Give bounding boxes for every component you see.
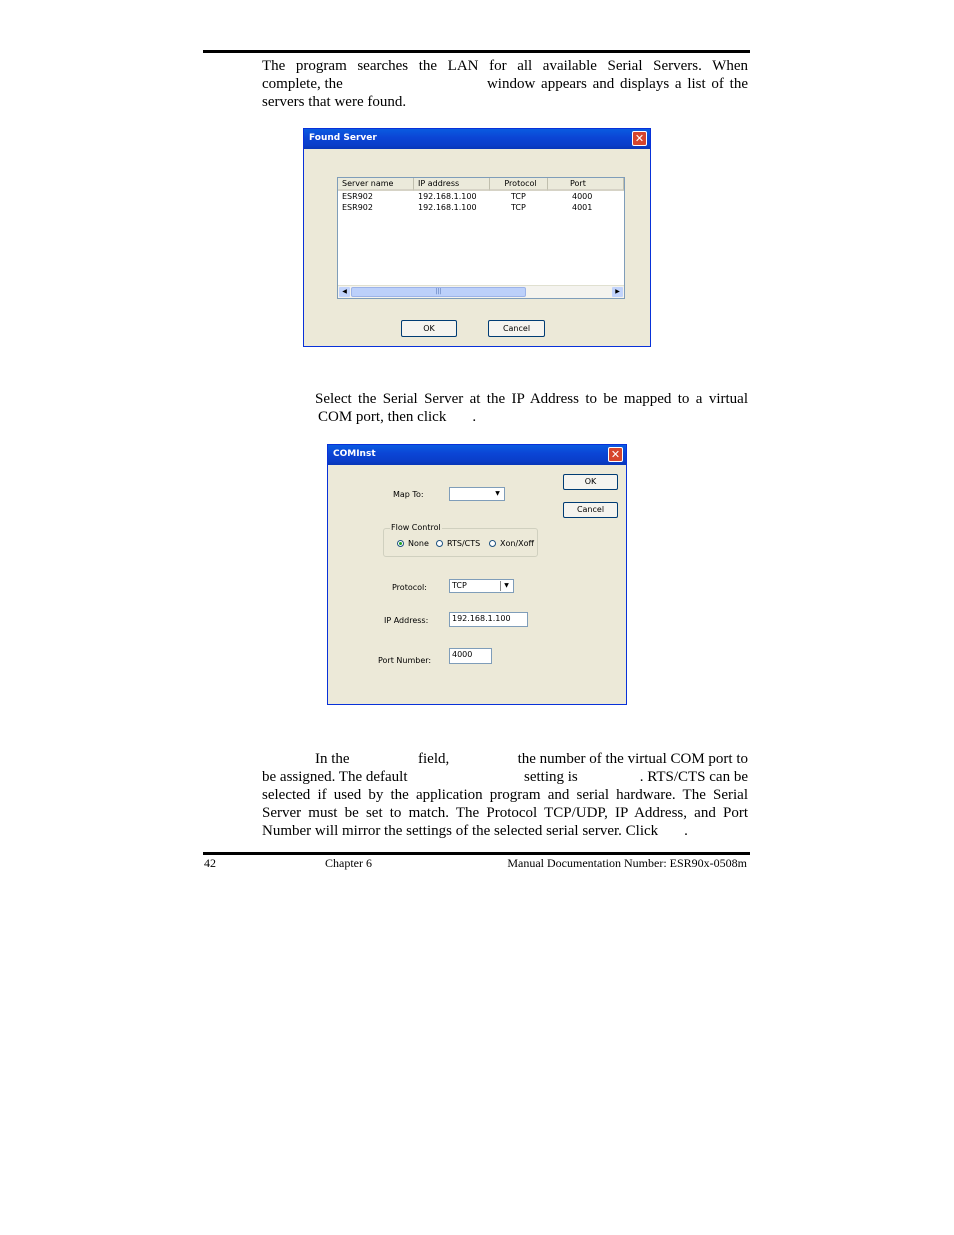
row-protocol: TCP [511, 203, 526, 212]
flow-xon-xoff-radio[interactable] [489, 540, 496, 547]
page-number: 42 [204, 856, 216, 870]
para1-line3: servers that were found. [262, 94, 407, 110]
cominst-dialog [327, 444, 627, 705]
server-list[interactable] [337, 177, 625, 299]
flow-rts-cts-radio[interactable] [436, 540, 443, 547]
para1-line2-tail: window appears and displays a list of the [486, 76, 748, 92]
column-header-port[interactable]: Port [548, 178, 624, 191]
bottom-rule [203, 852, 750, 855]
flow-xon-xoff-label: Xon/Xoff [500, 539, 535, 548]
scroll-right-icon[interactable]: ▶ [612, 287, 623, 297]
flow-none-radio[interactable] [397, 540, 404, 547]
para2-line2: COM port, then click . [318, 409, 477, 425]
ok-button[interactable]: OK [563, 474, 618, 490]
horizontal-scrollbar[interactable] [338, 285, 624, 298]
ip-address-label: IP Address: [384, 616, 429, 625]
doc-number: Manual Documentation Number: ESR90x-0508m [507, 856, 747, 870]
flow-control-label: Flow Control [391, 523, 441, 532]
column-header-ip-address[interactable]: IP address [414, 178, 490, 191]
scroll-left-icon[interactable]: ◀ [339, 287, 350, 297]
para1-line2: complete, the window appears and displays a list of the [262, 76, 748, 92]
row-protocol: TCP [511, 192, 526, 201]
row-ip-address: 192.168.1.100 [418, 203, 477, 212]
scroll-thumb[interactable]: ||| [351, 287, 526, 297]
para1-line1: The program searches the LAN for all available Serial Servers. When [262, 58, 748, 74]
chevron-down-icon[interactable]: ▼ [500, 581, 512, 591]
ok-button[interactable]: OK [401, 320, 457, 337]
map-to-dropdown[interactable] [449, 487, 505, 501]
para3-line2: be assigned. The default setting is . RTS/CTS can be [262, 769, 748, 785]
table-row[interactable] [338, 203, 624, 214]
cominst-title: COMInst [333, 449, 376, 459]
cancel-button[interactable]: Cancel [488, 320, 545, 337]
row-ip-address: 192.168.1.100 [418, 192, 477, 201]
row-port: 4001 [572, 203, 593, 212]
row-port: 4000 [572, 192, 593, 201]
flow-rts-cts-label: RTS/CTS [447, 539, 481, 548]
para2-line1: Select the Serial Server at the IP Address to be mapped to a virtual [315, 391, 748, 407]
para3-line5: Number will mirror the settings of the selected serial server. Click . [262, 823, 688, 839]
chapter-label: Chapter 6 [325, 856, 372, 870]
top-rule [203, 50, 750, 53]
protocol-label: Protocol: [392, 583, 427, 592]
column-header-protocol[interactable]: Protocol [490, 178, 548, 191]
cancel-button[interactable]: Cancel [563, 502, 618, 518]
row-server-name: ESR902 [342, 203, 373, 212]
cominst-titlebar[interactable] [328, 445, 626, 465]
select-paragraph [262, 390, 748, 426]
row-server-name: ESR902 [342, 192, 373, 201]
chevron-down-icon[interactable]: ▼ [492, 489, 503, 499]
found-server-title: Found Server [309, 133, 377, 143]
table-row[interactable] [338, 192, 624, 203]
found-server-dialog [303, 128, 651, 347]
protocol-dropdown[interactable]: TCP ▼ [449, 579, 514, 593]
para3-line4: Server must be set to match. The Protocol TCP/UDP, IP Address, and Port [262, 805, 748, 821]
flow-none-label: None [408, 539, 429, 548]
ip-address-field[interactable]: 192.168.1.100 [449, 612, 528, 627]
close-icon[interactable]: ✕ [608, 447, 623, 462]
map-to-paragraph [262, 750, 748, 840]
found-server-titlebar[interactable] [304, 129, 650, 149]
port-number-field[interactable]: 4000 [449, 648, 492, 664]
para3-line1: In the field, the number of the virtual COM port to [315, 751, 748, 767]
map-to-label: Map To: [393, 490, 424, 499]
intro-paragraph [262, 57, 748, 111]
close-icon[interactable]: ✕ [632, 131, 647, 146]
port-number-label: Port Number: [378, 656, 432, 665]
para3-line3: selected if used by the application program and serial hardware. The Serial [262, 787, 748, 803]
column-header-server-name[interactable]: Server name [338, 178, 414, 191]
